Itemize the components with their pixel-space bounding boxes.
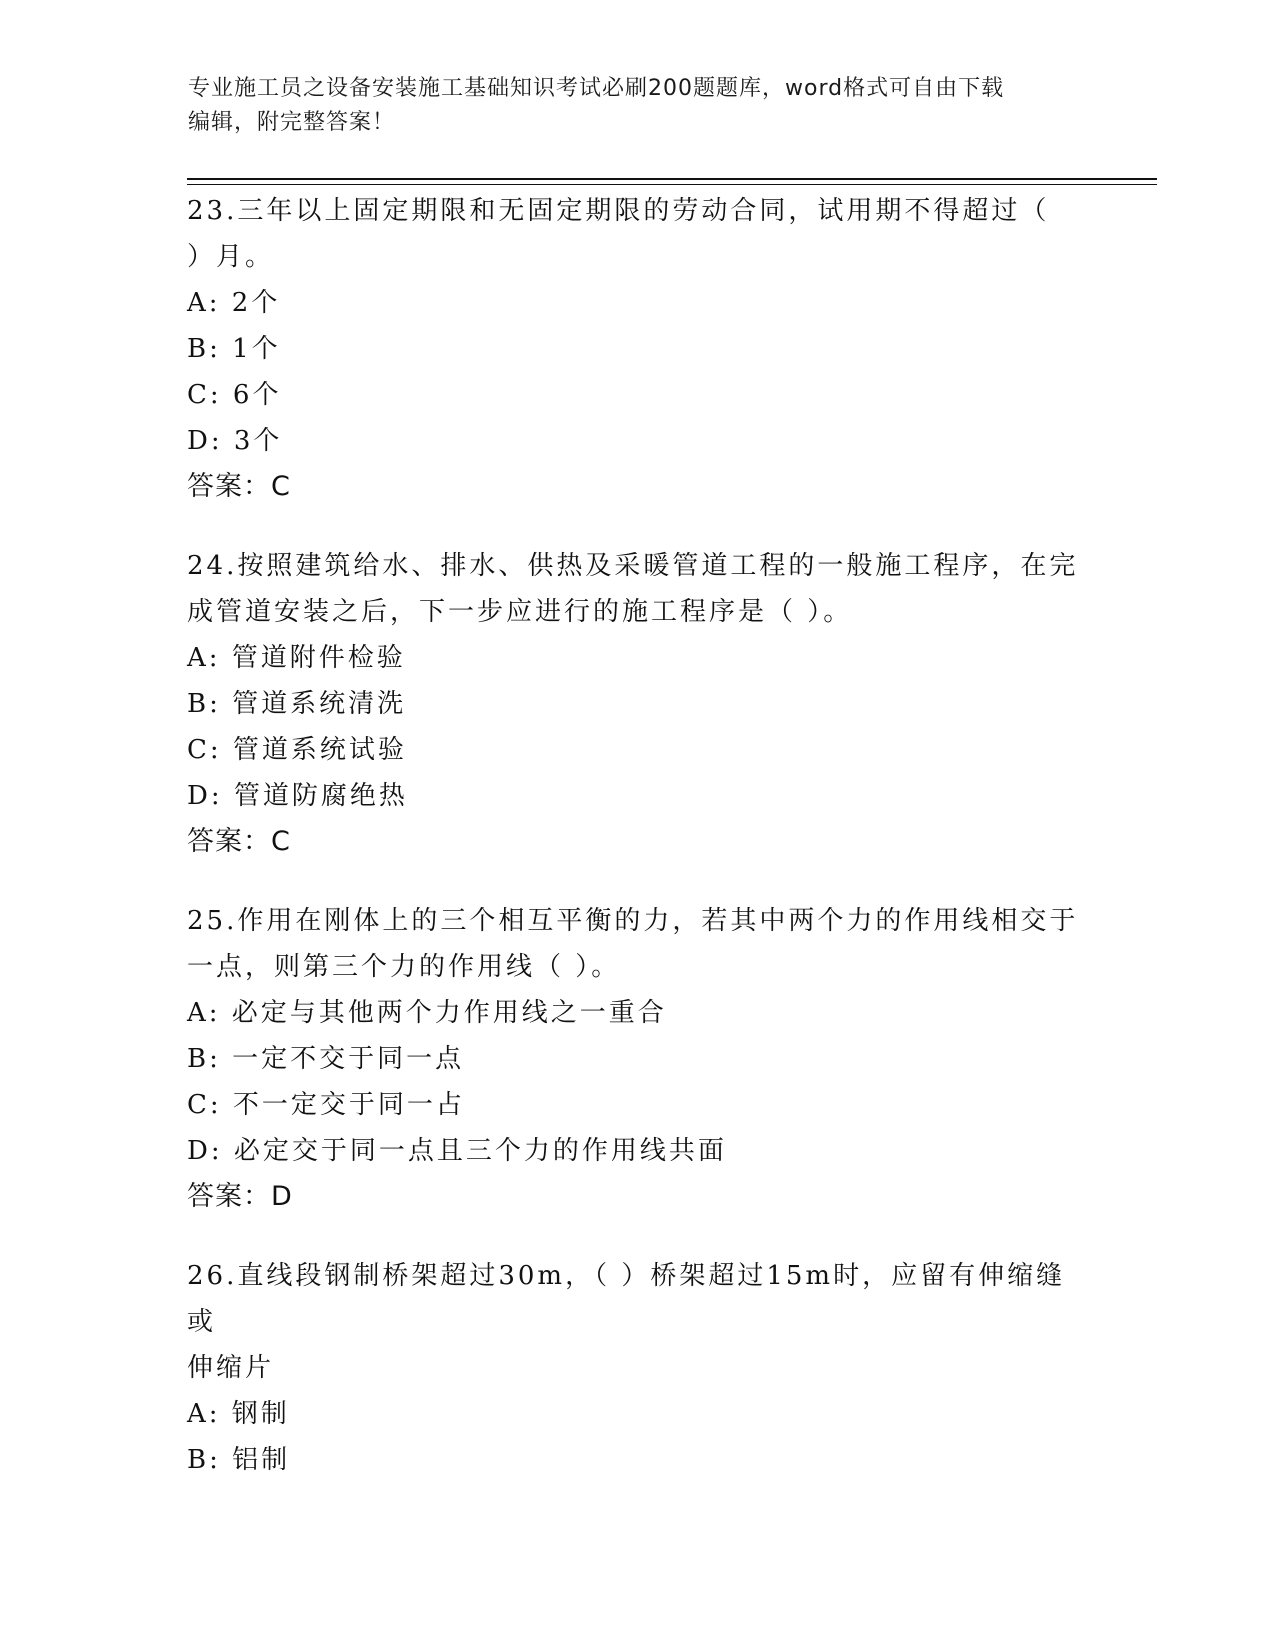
option-a: A: 管道附件检验 — [187, 643, 406, 673]
option-c: C: 管道系统试验 — [187, 735, 407, 765]
answer-line: 答案：D — [187, 1181, 293, 1212]
header-title-line1: 专业施工员之设备安装施工基础知识考试必刷200题题库，word格式可自由下载 — [188, 76, 1005, 101]
question-26 — [187, 1253, 1087, 1483]
option-d: D: 必定交于同一点且三个力的作用线共面 — [187, 1136, 727, 1166]
option-a: A: 必定与其他两个力作用线之一重合 — [187, 998, 667, 1028]
question-text-line: 24.按照建筑给水、排水、供热及采暖管道工程的一般施工程序，在完 — [187, 551, 1079, 581]
option-b: B: 铝制 — [187, 1445, 291, 1475]
question-text-line: 26.直线段钢制桥架超过30m，（ ）桥架超过15m时，应留有伸缩缝或 — [187, 1261, 1066, 1337]
option-b: B: 1个 — [187, 334, 281, 364]
option-a: A: 2个 — [187, 288, 281, 318]
header-divider-thick — [187, 178, 1157, 180]
option-d: D: 管道防腐绝热 — [187, 781, 408, 811]
question-text-line: 25.作用在刚体上的三个相互平衡的力，若其中两个力的作用线相交于 — [187, 906, 1079, 936]
question-text-line: 一点，则第三个力的作用线（ ）。 — [187, 952, 621, 982]
option-b: B: 管道系统清洗 — [187, 689, 407, 719]
answer-line: 答案：C — [187, 471, 291, 502]
option-c: C: 6个 — [187, 380, 282, 410]
answer-line: 答案：C — [187, 826, 291, 857]
option-c: C: 不一定交于同一占 — [187, 1090, 465, 1120]
question-list — [187, 188, 1087, 1516]
question-text-line: ）月。 — [187, 242, 275, 272]
question-text-line: 23.三年以上固定期限和无固定期限的劳动合同，试用期不得超过（ — [187, 196, 1050, 226]
question-24 — [187, 543, 1087, 865]
header-title-line2: 编辑，附完整答案！ — [188, 110, 396, 135]
question-25 — [187, 898, 1087, 1220]
option-a: A: 钢制 — [187, 1399, 290, 1429]
document-header — [188, 72, 1088, 140]
option-b: B: 一定不交于同一点 — [187, 1044, 465, 1074]
question-23 — [187, 188, 1087, 510]
question-text-line: 成管道安装之后，下一步应进行的施工程序是（ ）。 — [187, 597, 853, 627]
header-divider-thin — [187, 184, 1157, 185]
option-d: D: 3个 — [187, 426, 283, 456]
question-text-line: 伸缩片 — [187, 1353, 275, 1383]
